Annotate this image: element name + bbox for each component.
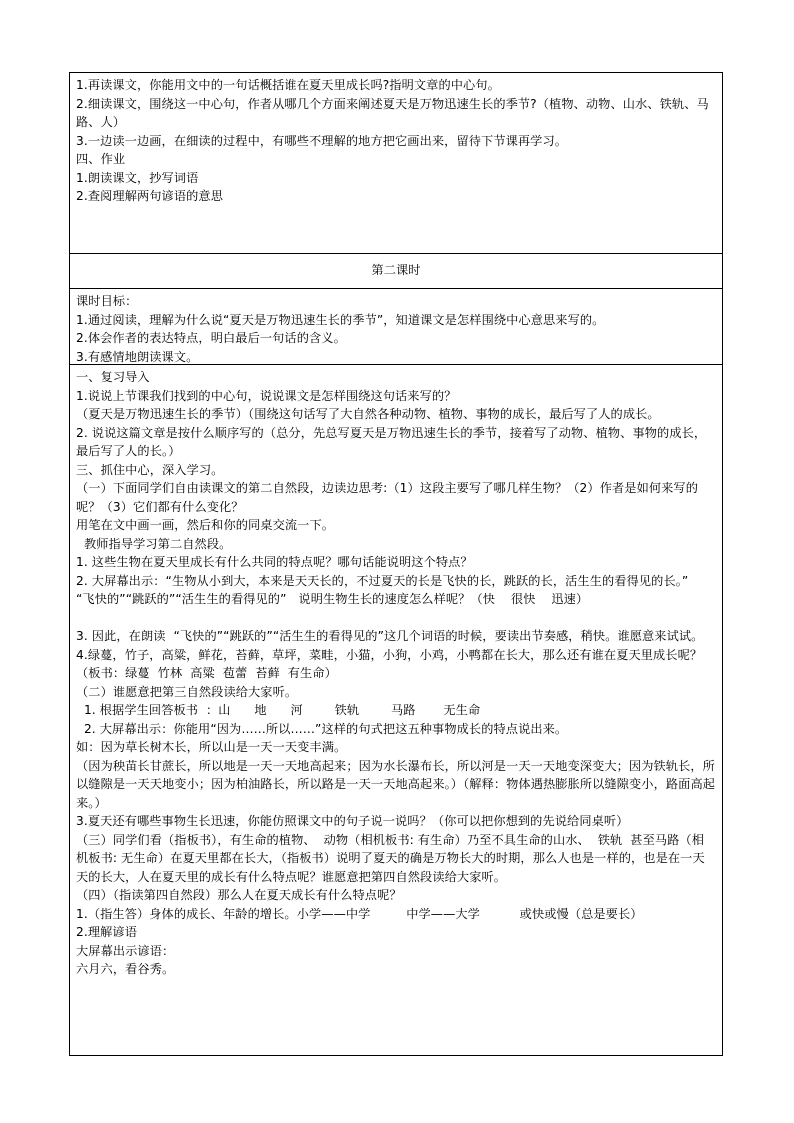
text-line: 2.细读课文，围绕这一中心句，作者从哪几个方面来阐述夏天是万物迅速生长的季节?（植物、动物、山水、铁轨、马路、人） bbox=[76, 96, 709, 129]
text-line: 六月六，看谷秀。 bbox=[76, 962, 175, 976]
text-line: 1.说说上节课我们找到的中心句，说说课文是怎样围绕这句话来写的？ bbox=[76, 388, 457, 403]
text-line: 2. 大屏幕出示：你能用“因为……所以……”这样的句式把这五种事物成长的特点说出来。 bbox=[76, 721, 568, 736]
text-line: 课时目标： bbox=[76, 294, 138, 308]
text-line: 大屏幕出示谚语： bbox=[76, 943, 175, 958]
text-line: 3.有感情地朗读课文。 bbox=[76, 349, 199, 364]
text-line: 1.再读课文，你能用文中的一句话概括谁在夏天里成长吗?指明文章的中心句。 bbox=[76, 78, 500, 92]
text-line: 2.体会作者的表达特点，明白最后一句话的含义。 bbox=[76, 331, 346, 345]
text-line: （因为秧苗长甘蔗长，所以地是一天一天地高起来；因为水长瀑布长，所以河是一天一天地变深变大；因为铁轨长，所以缝隙是一天天地变小；因为柏油路长，所以路是一天一天地高起来。）（解释：物体遇热膨胀所以缝隙变小，路面高起来。） bbox=[76, 758, 716, 810]
text-line: 教师指导学习第二自然段。 bbox=[76, 536, 232, 551]
text-line: “飞快的”“跳跃的”“活生生的看得见的” 说明生物生长的速度怎么样呢？（快 很快 迅速） bbox=[76, 592, 589, 606]
text-line: 1. 根据学生回答板书 ：山 地 河 铁轨 马路 无生命 bbox=[76, 703, 481, 717]
text-line: 1.通过阅读，理解为什么说“夏天是万物迅速生长的季节”，知道课文是怎样围绕中心意思来写的。 bbox=[76, 312, 605, 327]
text-line: 1.（指生答）身体的成长、年龄的增长。小学——中学 中学——大学 或快或慢（总是要长） bbox=[76, 906, 643, 921]
text-line: 一、复习导入 bbox=[76, 370, 150, 384]
lesson-title: 第二课时 bbox=[371, 263, 421, 277]
text-line: 1.朗读课文，抄写词语 bbox=[76, 170, 199, 185]
text-line: 三、抓住中心，深入学习。 bbox=[76, 462, 224, 477]
text-line: （一）下面同学们自由读课文的第二自然段，边读边思考:（1）这段主要写了哪几样生物？（2）作者是如何来写的呢？（3）它们都有什么变化？ bbox=[76, 481, 699, 514]
text-line: （二）谁愿意把第三自然段读给大家听。 bbox=[76, 684, 298, 699]
text-line: 3.一边读一边画，在细读的过程中，有哪些不理解的地方把它画出来，留待下节课再学习。 bbox=[76, 133, 568, 148]
text-line: 2.查阅理解两句谚语的意思 bbox=[76, 189, 223, 203]
text-line: 用笔在文中画一画，然后和你的同桌交流一下。 bbox=[76, 518, 335, 532]
section-teaching-process bbox=[69, 365, 723, 1056]
text-line: 4.绿蔓，竹子，高粱，鲜花，苔藓，草坪，菜畦，小猫，小狗，小鸡，小鸭都在长大，那么还有谁在夏天里成长呢？（板书：绿蔓 竹林 高粱 苞蕾 苔藓 有生命） bbox=[76, 647, 703, 680]
text-line: 3. 因此，在朗读 “飞快的”“跳跃的”“活生生的看得见的”这几个词语的时候，要读出节奏感，稍快。谁愿意来试试。 bbox=[76, 629, 704, 643]
text-line: 2. 说说这篇文章是按什么顺序写的（总分，先总写夏天是万物迅速生长的季节，接着写了动物、植物、事物的成长，最后写了人的长。） bbox=[76, 425, 707, 458]
section-lesson-goals bbox=[69, 289, 723, 365]
text-line: 3.夏天还有哪些事物生长迅速，你能仿照课文中的句子说一说吗？（你可以把你想到的先说给同桌听） bbox=[76, 814, 629, 828]
text-line: 2. 大屏幕出示：“生物从小到大，本来是天天长的，不过夏天的长是飞快的长，跳跃的长，活生生的看得见的长。” bbox=[76, 573, 689, 588]
text-line bbox=[76, 609, 716, 628]
section-reading-tasks bbox=[69, 72, 723, 254]
lesson-plan-table bbox=[69, 72, 723, 1056]
text-line: 如：因为草长树木长，所以山是一天一天变丰满。 bbox=[76, 740, 347, 754]
text-line: （夏天是万物迅速生长的季节）（围绕这句话写了大自然各种动物、植物、事物的成长，最后写了人的成长。 bbox=[76, 407, 660, 421]
text-line: （四）（指读第四自然段）那么人在夏天成长有什么特点呢？ bbox=[76, 888, 402, 902]
text-line: 四、作业 bbox=[76, 152, 126, 166]
text-line: （三）同学们看（指板书），有生命的植物、 动物（相机板书: 有生命）乃至不具生命的山水、 铁轨 甚至马路（相机板书: 无生命）在夏天里都在长大，（指板书）说明了夏天的确是万物长大的时期，那么人也是一样的，也是在一天天的长大，人在夏天里的成长有什么特点呢？谁愿意把第四自然段读给大家听。 bbox=[76, 832, 705, 884]
text-line: 1. 这些生物在夏天里成长有什么共同的特点呢？哪句话能说明这个特点？ bbox=[76, 555, 473, 569]
section-lesson-title bbox=[69, 254, 723, 289]
text-line: 2.理解谚语 bbox=[76, 925, 137, 939]
